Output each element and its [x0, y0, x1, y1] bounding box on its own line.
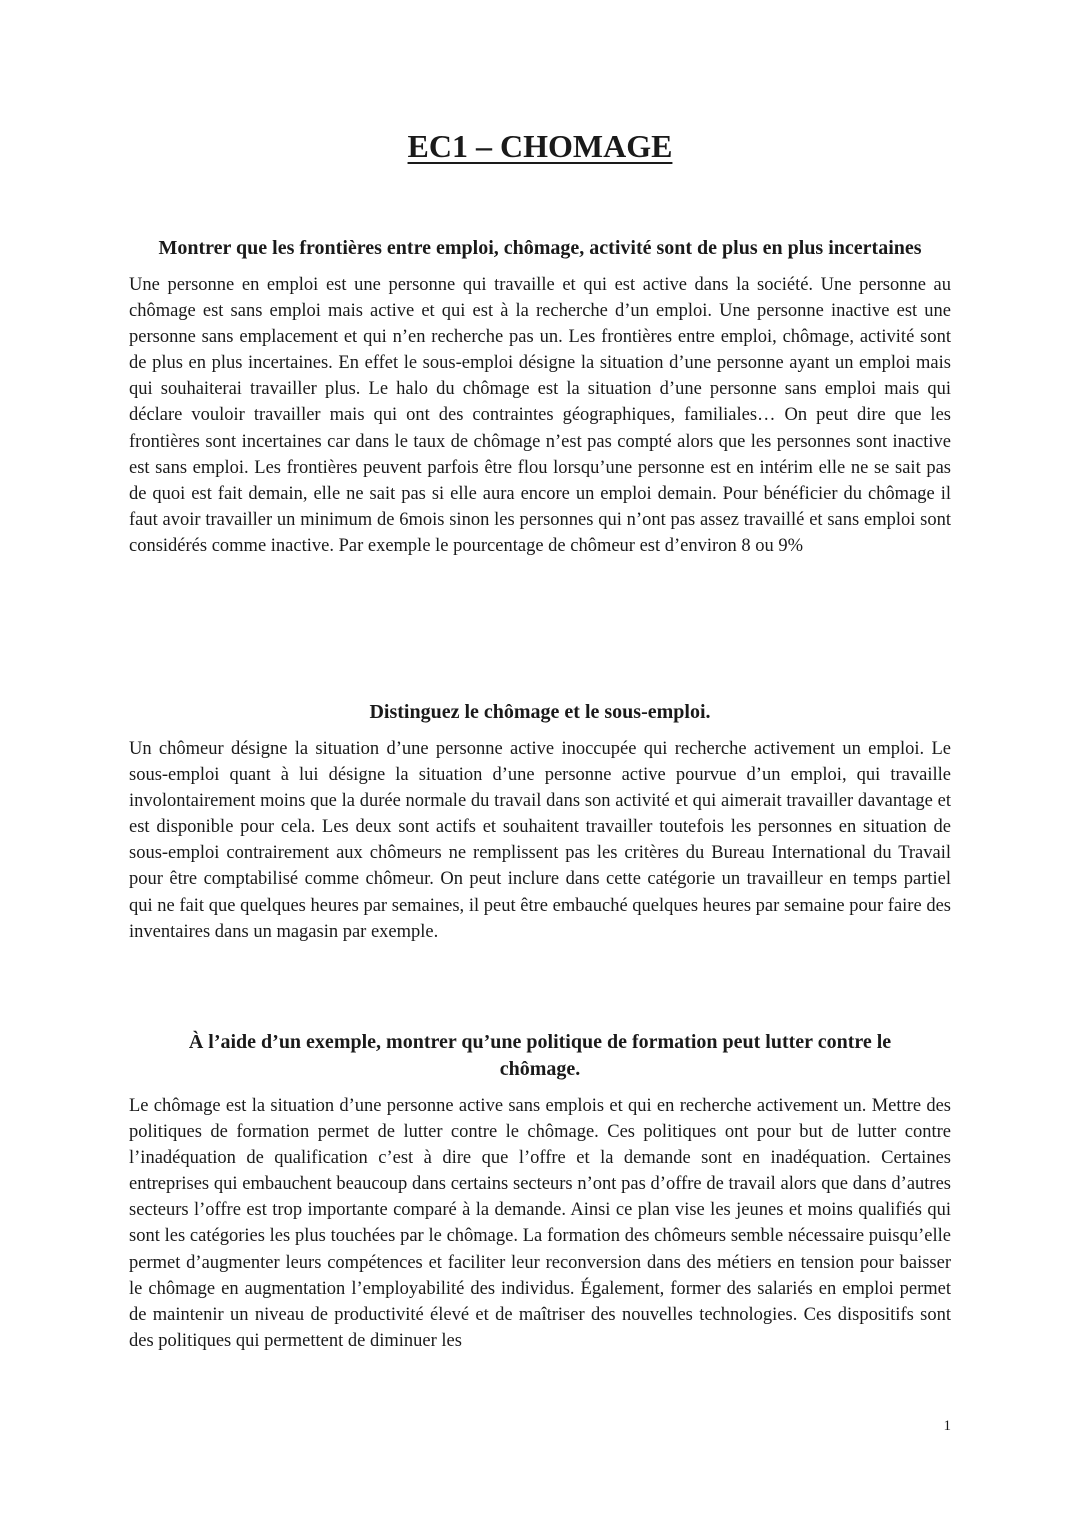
document-title	[0, 126, 1080, 166]
page-number: 1	[943, 1418, 951, 1434]
section-body: Une personne en emploi est une personne qui travaille et qui est active dans la société. Une personne au chômage est sans emploi mais active et qui est à la recherche d’un emploi. Une personne inactive est une personne sans emplacement et qui n’en recherche pas un. Les frontières entre emploi, chômage, activité sont de plus en plus incertaines. En effet le sous-emploi désigne la situation d’une personne ayant un emploi mais qui souhaiterai travailler plus. Le halo du chômage est la situation d’une personne sans emploi mais qui déclare vouloir travailler mais qui ont des contraintes géographiques, familiales… On peut dire que les frontières sont incertaines car dans le taux de chômage n’est pas compté alors que les personnes sont inactive est sans emploi. Les frontières peuvent parfois être flou lorsqu’une personne est en intérim elle ne se sait pas de quoi est fait demain, elle ne sait pas si elle aura encore un emploi demain. Pour bénéficier du chômage il faut avoir travailler un minimum de 6mois sinon les personnes qui n’ont pas assez travaillé et sans emploi sont considérés comme inactive. Par exemple le pourcentage de chômeur est d’environ 8 ou 9%	[129, 275, 951, 556]
section-heading: Montrer que les frontières entre emploi, chômage, activité sont de plus en plus incertaines	[158, 237, 922, 259]
section-frontieres	[129, 235, 951, 559]
section-heading: À l’aide d’un exemple, montrer qu’une politique de formation peut lutter contre le chômage.	[188, 1031, 892, 1080]
section-heading: Distinguez le chômage et le sous-emploi.	[369, 701, 711, 723]
document-title-text: EC1 – CHOMAGE	[407, 128, 673, 164]
section-body: Un chômeur désigne la situation d’une personne active inoccupée qui recherche activement un emploi. Le sous-emploi quant à lui désigne la situation d’une personne active pourvue d’un emploi, qui travaille involontairement moins que la durée normale du travail dans son activité et qui aimerait travailler davantage et est disponible pour cela. Les deux sont actifs et souhaitent travailler toutefois les personnes en situation de sous-emploi contrairement aux chômeurs ne remplissent pas les critères du Bureau International du Travail pour être comptabilisé comme chômeur. On peut inclure dans cette catégorie un travailleur en temps partiel qui ne fait que quelques heures par semaines, il peut être embauché quelques heures par semaine pour faire des inventaires dans un magasin par exemple.	[129, 739, 951, 942]
section-politique-formation	[129, 1029, 951, 1354]
section-body: Le chômage est la situation d’une personne active sans emplois et qui en recherche activement un. Mettre des politiques de formation permet de lutter contre le chômage. Ces politiques ont pour but de lutter contre l’inadéquation de qualification c’est à dire que l’offre et la demande sont en inadéquation. Certaines entreprises qui embauchent beaucoup dans certains secteurs n’ont pas d’offre de travail alors que dans d’autres secteurs l’offre est trop importante comparé à la demande. Ainsi ce plan vise les jeunes et moins qualifiés qui sont les catégories les plus touchées par le chômage. La formation des chômeurs semble nécessaire puisqu’elle permet d’augmenter leurs compétences et faciliter leur reconversion dans des métiers en tension pour baisser le chômage en augmentation l’employabilité des individus. Également, former des salariés en emploi permet de maintenir un niveau de productivité élevé et de maîtriser des nouvelles technologies. Ces dispositifs sont des politiques qui permettent de diminuer les	[129, 1096, 951, 1351]
section-chomage-sous-emploi	[129, 699, 951, 945]
